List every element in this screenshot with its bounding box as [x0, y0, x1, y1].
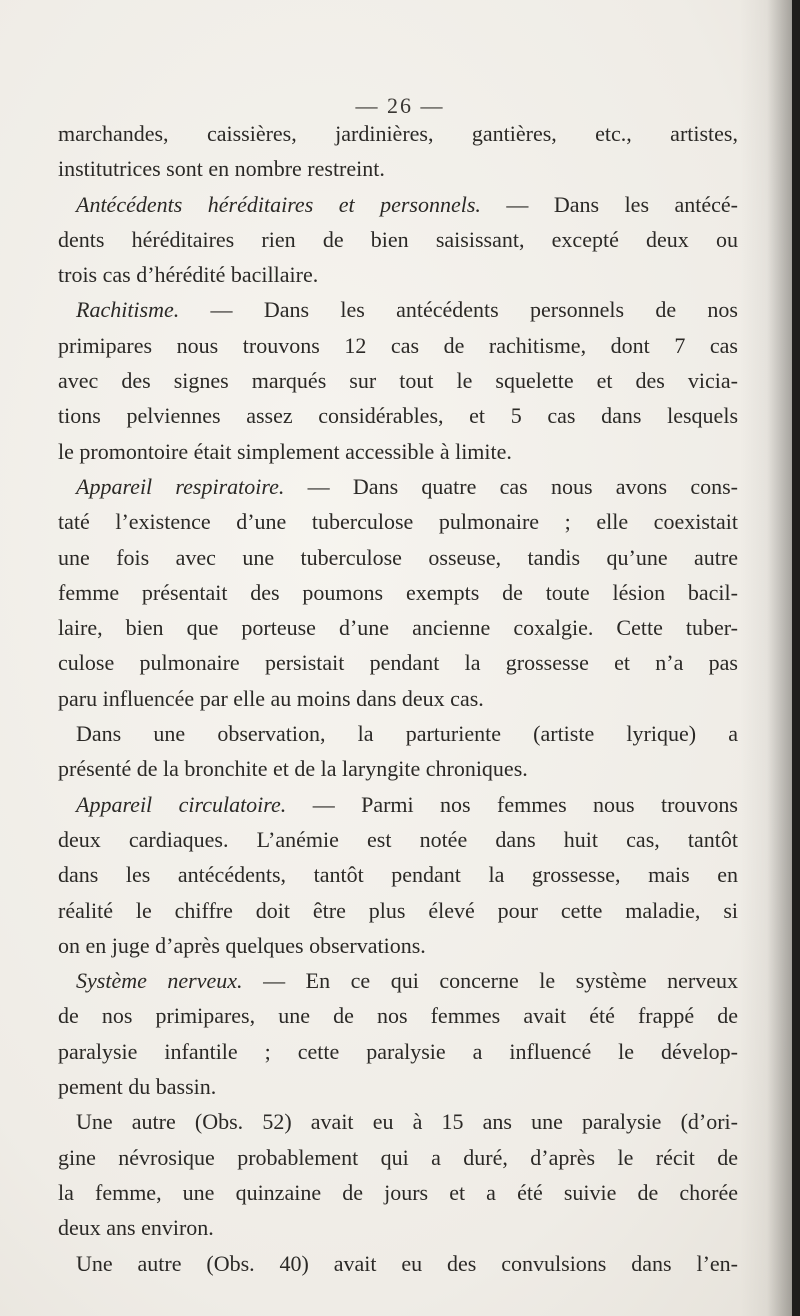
section-heading: Rachitisme. [76, 297, 180, 323]
text-line [58, 257, 738, 292]
line-text: — En ce qui concerne le système nerveux [242, 968, 738, 994]
text-line [58, 857, 738, 892]
line-text: dans les antécédents, tantôt pendant la grossesse, mais en [58, 862, 738, 888]
text-line [58, 504, 738, 539]
line-text: primipares nous trouvons 12 cas de rachitisme, dont 7 cas [58, 332, 738, 358]
line-text: — Dans quatre cas nous avons cons- [284, 473, 738, 499]
line-text: tions pelviennes assez considérables, et 5 cas dans lesquels [58, 403, 738, 429]
page-binding-edge [792, 0, 800, 1316]
text-line [58, 681, 738, 716]
text-line [58, 963, 738, 998]
text-line [58, 1246, 738, 1281]
line-text: le promontoire était simplement accessible à limite. [58, 438, 512, 464]
line-text: paralysie infantile ; cette paralysie a influencé le dévelop- [58, 1038, 738, 1064]
page-number: — 26 — [355, 93, 445, 118]
section-heading: Système nerveux. [76, 968, 243, 994]
line-text: — Parmi nos femmes nous trouvons [286, 791, 738, 817]
text-line [58, 575, 738, 610]
text-line [58, 151, 738, 186]
line-text: — Dans les antécédents personnels de nos [179, 297, 738, 323]
line-text: marchandes, caissières, jardinières, gantières, etc., artistes, [58, 121, 738, 146]
text-line [58, 893, 738, 928]
text-line [58, 998, 738, 1033]
line-text: Une autre (Obs. 40) avait eu des convulsions dans l’en- [76, 1250, 738, 1276]
text-line [58, 292, 738, 327]
text-line [58, 398, 738, 433]
text-line [58, 363, 738, 398]
line-text: réalité le chiffre doit être plus élevé pour cette maladie, si [58, 897, 738, 923]
line-text: avec des signes marqués sur tout le squelette et des vicia- [58, 368, 738, 394]
line-text: pement du bassin. [58, 1074, 217, 1100]
line-text: paru influencée par elle au moins dans deux cas. [58, 685, 484, 711]
line-text: dents héréditaires rien de bien saisissant, excepté deux ou [58, 226, 738, 252]
line-text: Dans une observation, la parturiente (artiste lyrique) a [76, 721, 738, 747]
line-text: femme présentait des poumons exempts de toute lésion bacil- [58, 579, 738, 605]
line-text: gine névrosique probablement qui a duré, d’après le récit de [58, 1144, 738, 1170]
text-line [58, 187, 738, 222]
text-line [58, 222, 738, 257]
line-text: taté l’existence d’une tuberculose pulmonaire ; elle coexistait [58, 509, 738, 535]
line-text: culose pulmonaire persistait pendant la grossesse et n’a pas [58, 650, 738, 676]
line-text: deux ans environ. [58, 1215, 214, 1241]
line-text: laire, bien que porteuse d’une ancienne coxalgie. Cette tuber- [58, 615, 738, 641]
body-text [58, 116, 738, 1281]
text-line [58, 469, 738, 504]
section-heading: Appareil circulatoire. [76, 791, 287, 817]
page-gutter-shadow [740, 0, 800, 1316]
section-heading: Antécédents héréditaires et personnels. [76, 191, 481, 217]
text-line [58, 1210, 738, 1245]
text-line [58, 716, 738, 751]
line-text: — Dans les antécé- [480, 191, 738, 217]
text-line [58, 751, 738, 786]
text-line [58, 645, 738, 680]
text-line [58, 1069, 738, 1104]
section-heading: Appareil respiratoire. [76, 473, 285, 499]
line-text: présenté de la bronchite et de la laryngite chroniques. [58, 756, 528, 782]
text-line [58, 540, 738, 575]
line-text: une fois avec une tuberculose osseuse, tandis qu’une autre [58, 544, 738, 570]
text-line [58, 434, 738, 469]
line-text: deux cardiaques. L’anémie est notée dans huit cas, tantôt [58, 826, 738, 852]
line-text: la femme, une quinzaine de jours et a été suivie de chorée [58, 1179, 738, 1205]
text-line [58, 610, 738, 645]
text-line [58, 116, 738, 151]
text-line [58, 1034, 738, 1069]
text-line [58, 787, 738, 822]
text-line [58, 1175, 738, 1210]
line-text: Une autre (Obs. 52) avait eu à 15 ans une paralysie (d’ori- [76, 1109, 738, 1135]
text-line [58, 822, 738, 857]
text-line [58, 928, 738, 963]
line-text: on en juge d’après quelques observations. [58, 932, 426, 958]
text-line [58, 1140, 738, 1175]
line-text: trois cas d’hérédité bacillaire. [58, 262, 319, 288]
text-line [58, 328, 738, 363]
text-line [58, 1104, 738, 1139]
line-text: de nos primipares, une de nos femmes avait été frappé de [58, 1003, 738, 1029]
line-text: institutrices sont en nombre restreint. [58, 156, 385, 182]
